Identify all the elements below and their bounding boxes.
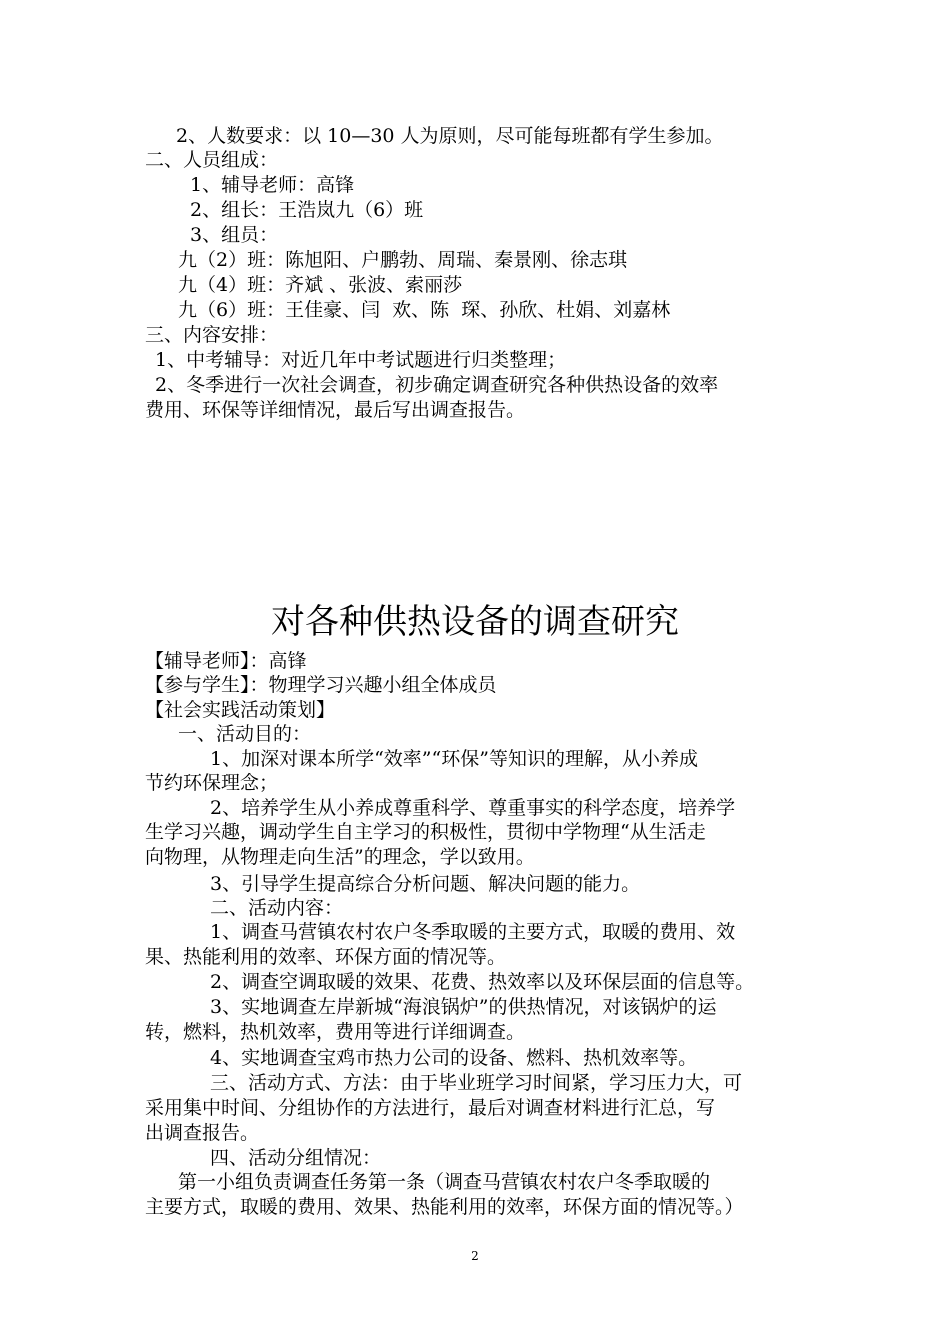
content-item-1-cont: 果、热能利用的效率、环保方面的情况等。 (145, 946, 507, 968)
purpose-item-2: 2、培养学生从小养成尊重科学、尊重事实的科学态度，培养学 (210, 797, 736, 819)
members-heading: 3、组员： (190, 224, 279, 246)
students-field: 【参与学生】：物理学习兴趣小组全体成员 (145, 674, 497, 696)
method-cont-1: 采用集中时间、分组协作的方法进行，最后对调查材料进行汇总，写 (145, 1097, 716, 1119)
purpose-item-1-cont: 节约环保理念； (145, 772, 279, 794)
page-number: 2 (471, 1249, 479, 1263)
section-heading-content: 三、内容安排： (145, 324, 279, 346)
content-item-1: 1、中考辅导：对近几年中考试题进行归类整理； (155, 349, 567, 371)
content-heading: 二、活动内容： (210, 897, 344, 919)
content-item-2-cont: 费用、环保等详细情况，最后写出调查报告。 (145, 399, 526, 421)
content-item-2: 2、冬季进行一次社会调查，初步确定调查研究各种供热设备的效率 (155, 374, 719, 396)
purpose-heading: 一、活动目的： (178, 723, 312, 745)
leader-line: 2、组长：王浩岚九（6）班 (190, 199, 424, 221)
class-6-members: 九（6）班：王佳豪、闫 欢、陈 琛、孙欣、杜娟、刘嘉林 (178, 299, 671, 321)
content-item-3: 3、实地调查左岸新城“海浪锅炉”的供热情况，对该锅炉的运 (210, 996, 717, 1018)
content-item-2: 2、调查空调取暖的效果、花费、热效率以及环保层面的信息等。 (210, 971, 755, 993)
section-heading-personnel: 二、人员组成： (145, 149, 279, 171)
teacher-line: 1、辅导老师：高锋 (190, 174, 355, 196)
content-item-4: 4、实地调查宝鸡市热力公司的设备、燃料、热机效率等。 (210, 1047, 698, 1069)
method-cont-2: 出调查报告。 (145, 1122, 260, 1144)
purpose-item-2-cont-1: 生学习兴趣，调动学生自主学习的积极性，贯彻中学物理“从生活走 (145, 821, 706, 843)
purpose-item-1: 1、加深对课本所学“效率”“环保”等知识的理解，从小养成 (210, 748, 698, 770)
purpose-item-3: 3、引导学生提高综合分析问题、解决问题的能力。 (210, 873, 641, 895)
grouping-heading: 四、活动分组情况： (210, 1147, 382, 1169)
method-heading: 三、活动方式、方法：由于毕业班学习时间紧，学习压力大，可 (210, 1072, 743, 1094)
grouping-item-1: 第一小组负责调查任务第一条（调查马营镇农村农户冬季取暖的 (178, 1171, 711, 1193)
grouping-item-1-cont: 主要方式，取暖的费用、效果、热能利用的效率，环保方面的情况等。） (145, 1196, 744, 1218)
report-title: 对各种供热设备的调查研究 (271, 602, 679, 642)
class-4-members: 九（4）班：齐斌 、张波、索丽莎 (178, 274, 463, 296)
teacher-field: 【辅导老师】：高锋 (145, 650, 307, 672)
requirement-line: 2、人数要求：以 10—30 人为原则，尽可能每班都有学生参加。 (170, 125, 724, 147)
purpose-item-2-cont-2: 向物理，从物理走向生活”的理念，学以致用。 (145, 846, 535, 868)
content-item-3-cont: 转，燃料，热机效率，费用等进行详细调查。 (145, 1021, 526, 1043)
class-2-members: 九（2）班：陈旭阳、户鹏勃、周瑞、秦景刚、徐志琪 (178, 249, 628, 271)
content-item-1: 1、调查马营镇农村农户冬季取暖的主要方式，取暖的费用、效 (210, 921, 736, 943)
plan-heading: 【社会实践活动策划】 (145, 699, 336, 721)
